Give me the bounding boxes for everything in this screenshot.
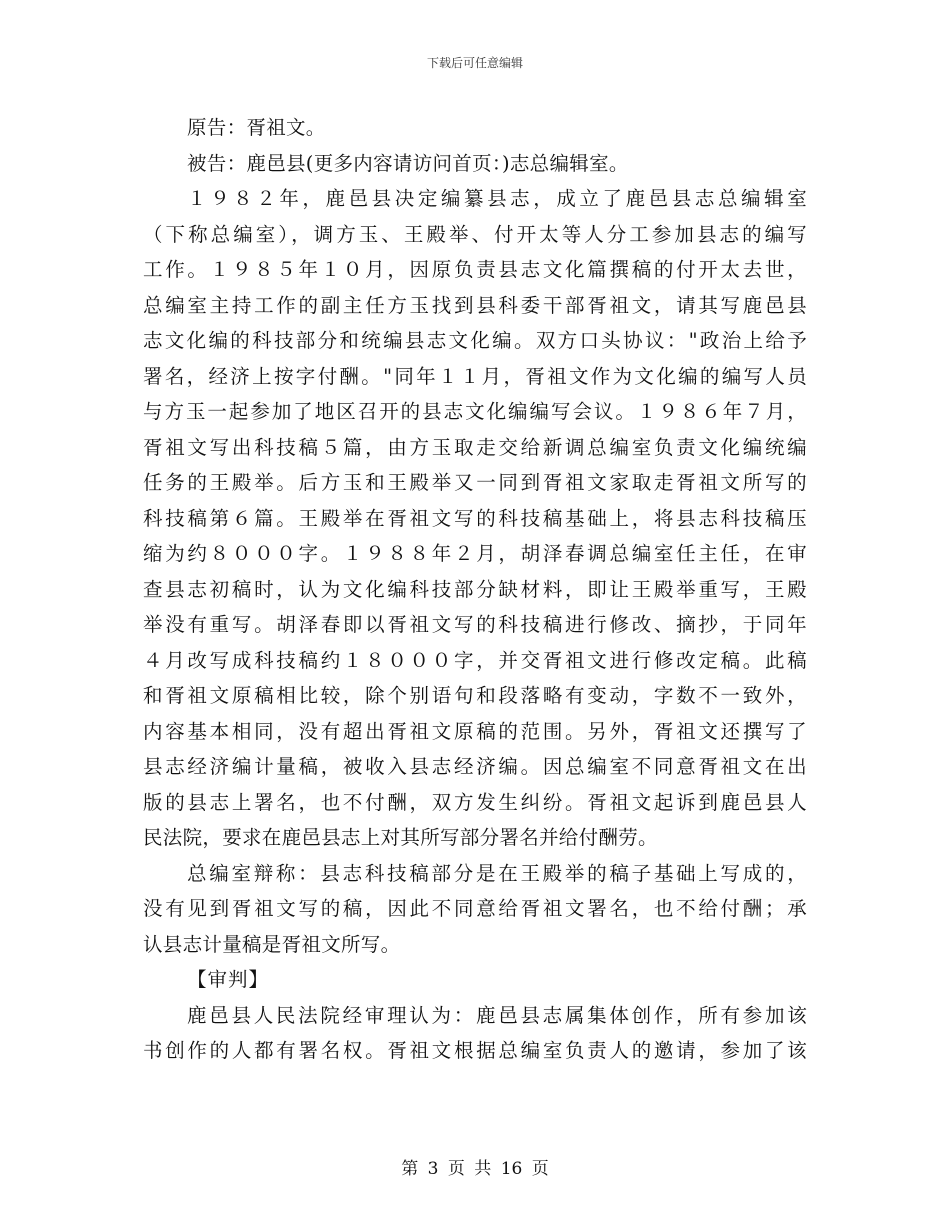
- text-line: １９８２年，鹿邑县决定编纂县志，成立了鹿邑县志总编辑室: [187, 187, 807, 210]
- text-line: 工作。１９８５年１０月，因原负责县志文化篇撰稿的付开太去世，: [143, 258, 807, 281]
- text-line: 胥祖文写出科技稿５篇，由方玉取走交给新调总编室负责文化编统编: [143, 435, 807, 459]
- text-line: 署名，经济上按字付酬。"同年１１月，胥祖文作为文化编的编写人员: [143, 364, 807, 388]
- text-line: 科技稿第６篇。王殿举在胥祖文写的科技稿基础上，将县志科技稿压: [143, 506, 807, 530]
- page-header-note: 下载后可任意编辑: [426, 56, 523, 70]
- text-line: 总编室主持工作的副主任方玉找到县科委干部胥祖文，请其写鹿邑县: [143, 293, 807, 317]
- text-line: 举没有重写。胡泽春即以胥祖文写的科技稿进行修改、摘抄，于同年: [143, 613, 807, 636]
- text-line: 认县志计量稿是胥祖文所写。: [143, 932, 401, 956]
- text-line: 鹿邑县人民法院经审理认为：鹿邑县志属集体创作，所有参加该: [187, 1003, 807, 1027]
- text-line: 缩为约８０００字。１９８８年２月，胡泽春调总编室任主任，在审: [143, 542, 807, 565]
- text-line: 民法院，要求在鹿邑县志上对其所写部分署名并给付酬劳。: [143, 826, 658, 849]
- text-line: 志文化编的科技部分和统编县志文化编。双方口头协议："政治上给予: [143, 329, 807, 352]
- text-line: （下称总编室），调方玉、王殿举、付开太等人分工参加县志的编写: [143, 222, 807, 246]
- text-line: 县志经济编计量稿，被收入县志经济编。因总编室不同意胥祖文在出: [143, 755, 807, 778]
- text-line: 总编室辩称：县志科技稿部分是在王殿举的稿子基础上写成的，: [187, 861, 807, 885]
- text-line: 没有见到胥祖文写的稿，因此不同意给胥祖文署名，也不给付酬；承: [143, 897, 807, 920]
- text-line: 被告：鹿邑县(更多内容请访问首页：)志总编辑室。: [187, 151, 629, 175]
- document-body: [143, 110, 807, 1069]
- text-line: ４月改写成科技稿约１８０００字，并交胥祖文进行修改定稿。此稿: [143, 648, 807, 672]
- text-line: 与方玉一起参加了地区召开的县志文化编编写会议。１９８６年７月，: [143, 400, 807, 423]
- page-number-footer: 第 3 页 共 16 页: [401, 1159, 549, 1179]
- text-line: 和胥祖文原稿相比较，除个别语句和段落略有变动，字数不一致外，: [143, 684, 807, 707]
- text-line: 版的县志上署名，也不付酬，双方发生纠纷。胥祖文起诉到鹿邑县人: [143, 790, 807, 814]
- text-line: 任务的王殿举。后方玉和王殿举又一同到胥祖文家取走胥祖文所写的: [143, 471, 807, 494]
- text-line: 查县志初稿时，认为文化编科技部分缺材料，即让王殿举重写，王殿: [143, 577, 807, 601]
- text-line: 书创作的人都有署名权。胥祖文根据总编室负责人的邀请，参加了该: [143, 1039, 807, 1062]
- text-line: 内容基本相同，没有超出胥祖文原稿的范围。另外，胥祖文还撰写了: [143, 719, 807, 743]
- text-line: 原告：胥祖文。: [187, 116, 326, 139]
- section-heading-judgment: 【审判】: [187, 968, 270, 991]
